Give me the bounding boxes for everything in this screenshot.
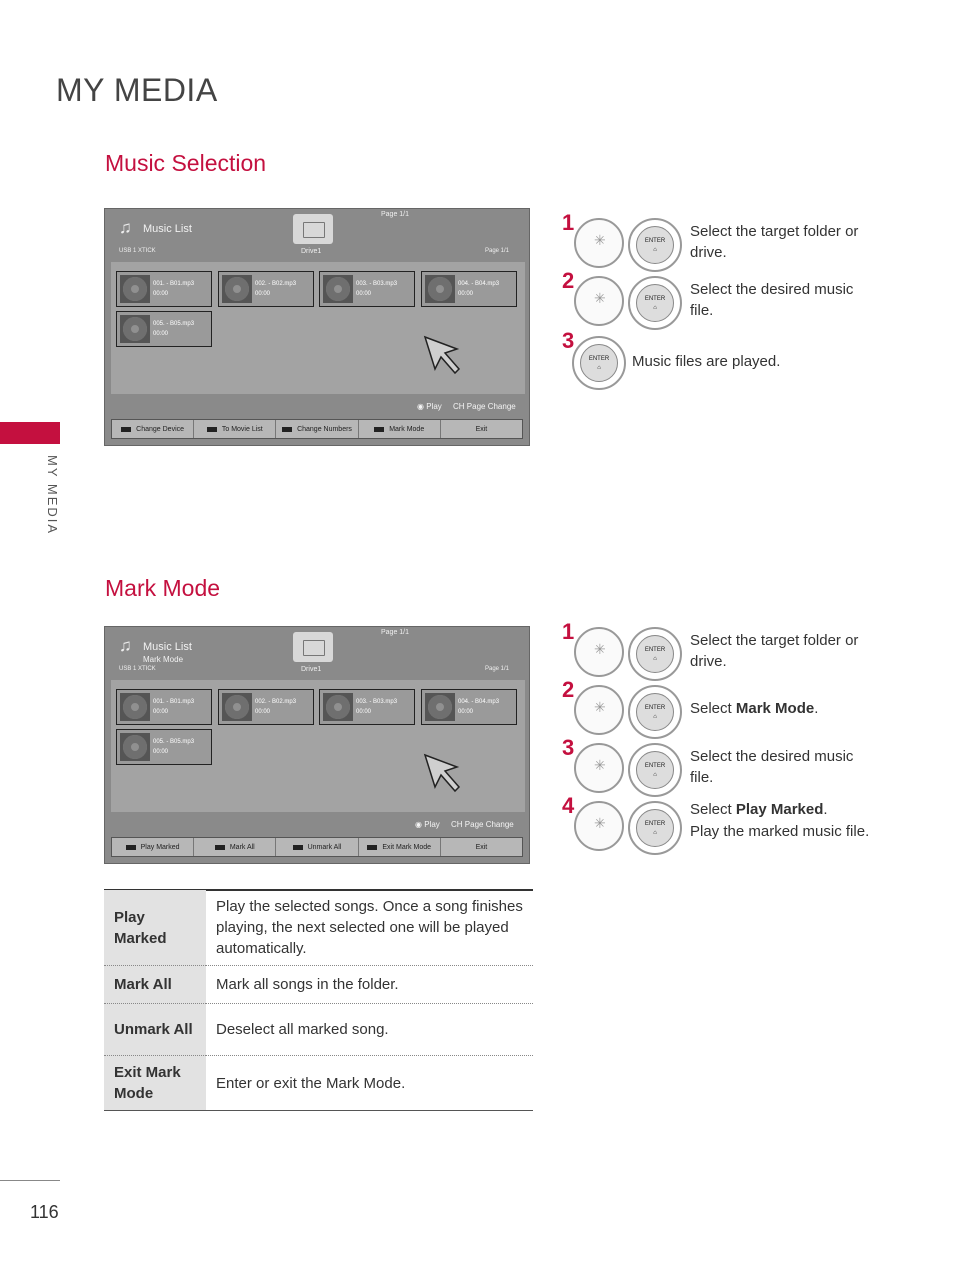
- page-change-hint: CH Page Change: [451, 820, 514, 829]
- section-title-music-selection: Music Selection: [105, 150, 267, 176]
- file-tile[interactable]: [116, 689, 212, 725]
- disc-icon: [120, 693, 150, 721]
- touch-hand-icon: ✳: [574, 276, 624, 326]
- pointer-cursor-icon: [421, 333, 465, 377]
- play-hint: ◉ Play: [417, 402, 442, 411]
- file-name: 003. - B03.mp3: [356, 699, 398, 705]
- file-name: 002. - B02.mp3: [255, 699, 297, 705]
- file-name: 005. - B05.mp3: [153, 321, 195, 327]
- file-time: 00:00: [356, 709, 372, 715]
- disc-icon: [425, 275, 455, 303]
- screen-drive-label: Drive1: [301, 248, 322, 255]
- step-number: 3: [562, 328, 575, 353]
- mark-mode-screen: [104, 626, 530, 864]
- table-row: [104, 1056, 533, 1111]
- file-time: 00:00: [153, 331, 169, 337]
- screen-title: Music List: [143, 223, 192, 235]
- disc-icon: [222, 693, 252, 721]
- enter-button-icon: ENTER ⌂: [628, 801, 682, 855]
- touch-hand-icon: ✳: [574, 685, 624, 735]
- screen-button-bar: [111, 837, 523, 857]
- step-number: 3: [562, 735, 575, 760]
- step-text: Select Play Marked. Play the marked music file.: [690, 801, 870, 840]
- step-number: 1: [562, 210, 575, 235]
- enter-button-icon: ENTER ⌂: [628, 743, 682, 797]
- enter-button-icon: ENTER ⌂: [628, 276, 682, 330]
- page-title: MY MEDIA: [56, 72, 218, 108]
- table-key: Mark All: [104, 966, 206, 1004]
- screen-usb-label: USB 1 XTICK: [119, 248, 156, 254]
- step-number: 1: [562, 619, 575, 644]
- table-value: Deselect all marked song.: [216, 1021, 389, 1038]
- step-number: 2: [562, 677, 575, 702]
- step-text: Music files are played.: [632, 353, 781, 370]
- file-time: 00:00: [153, 709, 169, 715]
- file-tile[interactable]: [116, 271, 212, 307]
- table-value: Enter or exit the Mark Mode.: [216, 1074, 406, 1092]
- exit-mark-mode-button[interactable]: Exit Mark Mode: [359, 838, 441, 856]
- exit-button[interactable]: Exit: [475, 425, 488, 433]
- to-movie-list-button[interactable]: To Movie List: [194, 420, 276, 438]
- music-note-icon: ♫: [119, 218, 132, 237]
- table-row: [104, 890, 533, 966]
- touch-hand-icon: ✳: [574, 801, 624, 851]
- file-time: 00:00: [153, 291, 169, 297]
- file-name: 001. - B01.mp3: [153, 281, 195, 287]
- step-number: 2: [562, 268, 575, 293]
- screen-drive-label: Drive1: [301, 666, 322, 673]
- screen-subtitle: Mark Mode: [143, 655, 184, 664]
- pointer-cursor-icon: [421, 751, 465, 795]
- file-tile[interactable]: [319, 689, 415, 725]
- file-tile[interactable]: [218, 271, 314, 307]
- touch-hand-icon: ✳: [574, 743, 624, 793]
- enter-button-icon: ENTER ⌂: [572, 336, 626, 390]
- touch-hand-icon: ✳: [574, 627, 624, 677]
- table-key: Play Marked: [104, 890, 206, 966]
- file-name: 002. - B02.mp3: [255, 281, 297, 287]
- enter-button-icon: ENTER ⌂: [628, 627, 682, 681]
- screen-page-top: Page 1/1: [381, 211, 410, 218]
- file-tile[interactable]: [218, 689, 314, 725]
- page-number: 116: [30, 1202, 59, 1222]
- change-numbers-button[interactable]: Change Numbers: [276, 420, 358, 438]
- file-name: 005. - B05.mp3: [153, 739, 195, 745]
- file-name: 001. - B01.mp3: [153, 699, 195, 705]
- file-time: 00:00: [356, 291, 372, 297]
- change-device-button[interactable]: Change Device: [112, 420, 194, 438]
- file-tile[interactable]: [116, 311, 212, 347]
- music-list-screen: [104, 208, 530, 446]
- step-text: Select the desired music file.: [690, 748, 854, 786]
- file-time: 00:00: [458, 709, 474, 715]
- page-number-rule: [0, 1180, 60, 1181]
- file-time: 00:00: [255, 709, 271, 715]
- step-text: Select Mark Mode.: [690, 700, 819, 717]
- file-name: 004. - B04.mp3: [458, 281, 500, 287]
- screen-page-right: Page 1/1: [485, 666, 510, 672]
- section-title-mark-mode: Mark Mode: [105, 575, 221, 601]
- table-row: [104, 1004, 533, 1056]
- step-text: Select the target folder or drive.: [690, 632, 859, 670]
- file-time: 00:00: [153, 749, 169, 755]
- table-value: Mark all songs in the folder.: [216, 976, 399, 993]
- file-tile[interactable]: [421, 689, 517, 725]
- exit-button[interactable]: Exit: [475, 843, 488, 851]
- disc-icon: [120, 275, 150, 303]
- file-tile[interactable]: [319, 271, 415, 307]
- folder-icon: [293, 632, 333, 662]
- disc-icon: [120, 733, 150, 761]
- file-name: 003. - B03.mp3: [356, 281, 398, 287]
- side-label: MY MEDIA: [45, 455, 60, 536]
- play-marked-button[interactable]: Play Marked: [112, 838, 194, 856]
- table-value: Play the selected songs. Once a song finishes playing, the next selected one will be played automatically.: [216, 898, 523, 957]
- disc-icon: [120, 315, 150, 343]
- step-text: Select the target folder or drive.: [690, 223, 859, 261]
- table-key: Exit Mark Mode: [104, 1056, 206, 1111]
- table-key: Unmark All: [104, 1004, 206, 1056]
- page-change-hint: CH Page Change: [453, 402, 516, 411]
- mark-mode-table: [104, 890, 533, 1111]
- step-number: 4: [562, 793, 575, 818]
- screen-title: Music List: [143, 641, 192, 653]
- file-time: 00:00: [255, 291, 271, 297]
- unmark-all-button[interactable]: Unmark All: [276, 838, 358, 856]
- screen-page-right: Page 1/1: [485, 248, 510, 254]
- screen-page-top: Page 1/1: [381, 629, 410, 636]
- file-tile[interactable]: [116, 729, 212, 765]
- file-tile[interactable]: [421, 271, 517, 307]
- music-note-icon: ♫: [119, 636, 132, 655]
- step-text: Select the desired music file.: [690, 281, 854, 319]
- enter-button-icon: ENTER ⌂: [628, 685, 682, 739]
- play-hint: ◉ Play: [415, 820, 440, 829]
- disc-icon: [323, 693, 353, 721]
- side-tab-marker: [0, 422, 60, 444]
- screen-button-bar: [111, 419, 523, 439]
- table-row: [104, 966, 533, 1004]
- mark-mode-button[interactable]: Mark Mode: [359, 420, 441, 438]
- file-time: 00:00: [458, 291, 474, 297]
- file-name: 004. - B04.mp3: [458, 699, 500, 705]
- mark-all-button[interactable]: Mark All: [194, 838, 276, 856]
- disc-icon: [425, 693, 455, 721]
- touch-hand-icon: ✳: [574, 218, 624, 268]
- folder-icon: [293, 214, 333, 244]
- disc-icon: [222, 275, 252, 303]
- disc-icon: [323, 275, 353, 303]
- enter-button-icon: ENTER ⌂: [628, 218, 682, 272]
- screen-usb-label: USB 1 XTICK: [119, 666, 156, 672]
